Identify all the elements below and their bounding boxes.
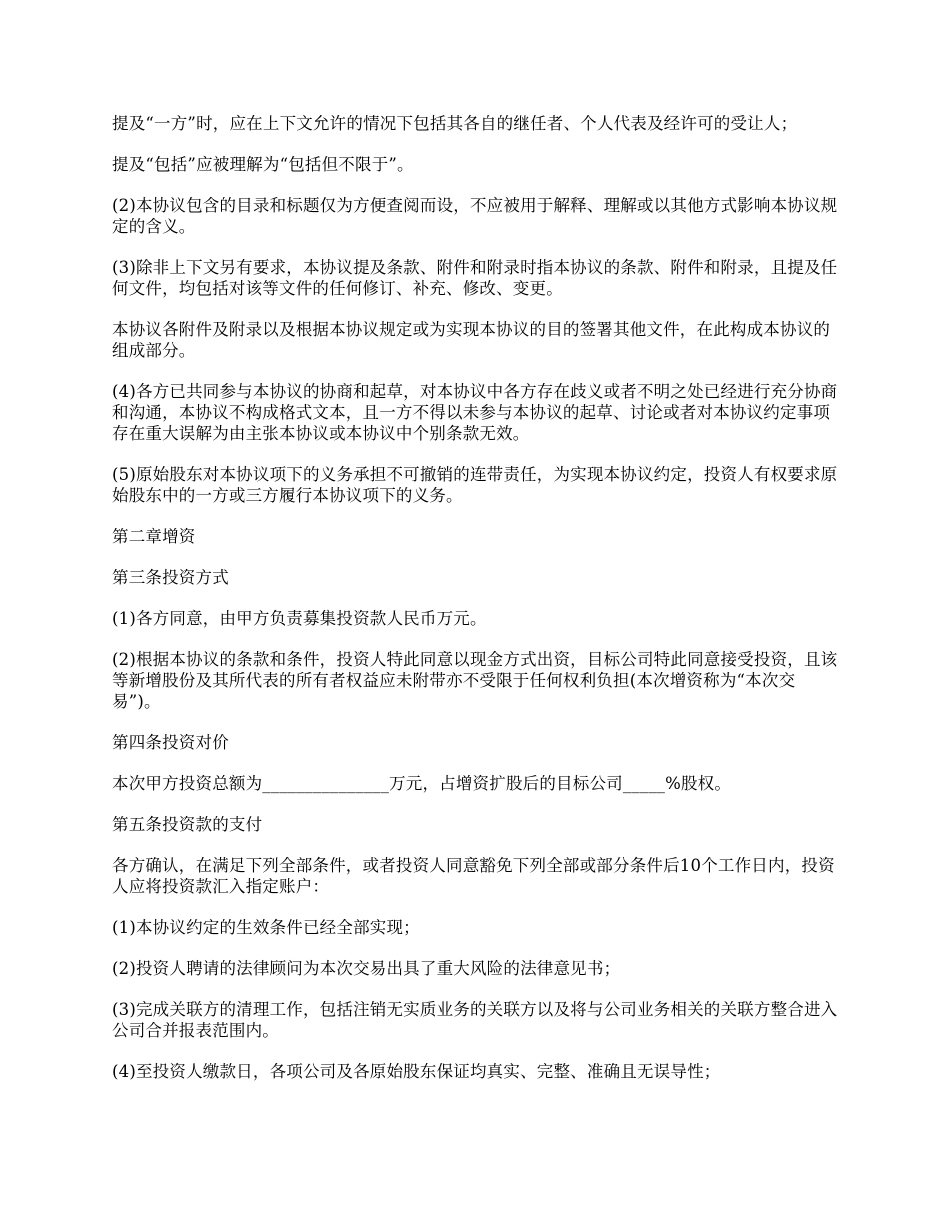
- condition-item-3: (3)完成关联方的清理工作，包括注销无实质业务的关联方以及将与公司业务相关的关联方整合进入公司合并报表范围内。: [112, 1000, 838, 1040]
- article-heading-investment-method: 第三条投资方式: [112, 568, 229, 587]
- paragraph-references: (3)除非上下文另有要求，本协议提及条款、附件和附录时指本协议的条款、附件和附录，且提及任何文件，均包括对该等文件的任何修订、补充、修改、变更。: [112, 258, 838, 298]
- paragraph-payment-conditions: 各方确认，在满足下列全部条件，或者投资人同意豁免下列全部或部分条件后10个工作日内，投资人应将投资款汇入指定账户：: [112, 856, 835, 896]
- chapter-heading: 第二章增资: [112, 527, 196, 546]
- paragraph-headings: (2)本协议包含的目录和标题仅为方便查阅而设，不应被用于解释、理解或以其他方式影响本协议规定的含义。: [112, 196, 838, 236]
- condition-item-2: (2)投资人聘请的法律顾问为本次交易出具了重大风险的法律意见书；: [112, 959, 621, 978]
- document-body: [112, 113, 840, 1102]
- condition-item-1: (1)本协议约定的生效条件已经全部实现；: [112, 918, 420, 937]
- paragraph-drafting: (4)各方已共同参与本协议的协商和起草，对本协议中各方存在歧义或者不明之处已经进行充分协商和沟通，本协议不构成格式文本，且一方不得以未参与本协议的起草、讨论或者对本协议约定事项存在重大误解为由主张本协议或本协议中个别条款无效。: [112, 382, 838, 443]
- paragraph-definition-including: 提及“包括”应被理解为“包括但不限于”。: [112, 155, 414, 174]
- paragraph-joint-liability: (5)原始股东对本协议项下的义务承担不可撤销的连带责任，为实现本协议约定，投资人有权要求原始股东中的一方或三方履行本协议项下的义务。: [112, 465, 838, 505]
- paragraph-fundraising: (1)各方同意，由甲方负责募集投资款人民币万元。: [112, 609, 487, 628]
- paragraph-cash-contribution: (2)根据本协议的条款和条件，投资人特此同意以现金方式出资，目标公司特此同意接受投资，且该等新增股份及其所代表的所有者权益应未附带亦不受限于任何权利负担(本次增资称为“本次交易”)。: [112, 650, 838, 711]
- paragraph-investment-amount: 本次甲方投资总额为_______________万元，占增资扩股后的目标公司_____%股权。: [112, 774, 732, 793]
- article-heading-payment: 第五条投资款的支付: [112, 815, 263, 834]
- article-heading-consideration: 第四条投资对价: [112, 733, 229, 752]
- condition-item-4: (4)至投资人缴款日，各项公司及各原始股东保证均真实、完整、准确且无误导性；: [112, 1062, 721, 1081]
- paragraph-definition-party: 提及“一方”时，应在上下文允许的情况下包括其各自的继任者、个人代表及经许可的受让人；: [112, 114, 798, 133]
- paragraph-annexes: 本协议各附件及附录以及根据本协议规定或为实现本协议的目的签署其他文件，在此构成本协议的组成部分。: [112, 320, 831, 360]
